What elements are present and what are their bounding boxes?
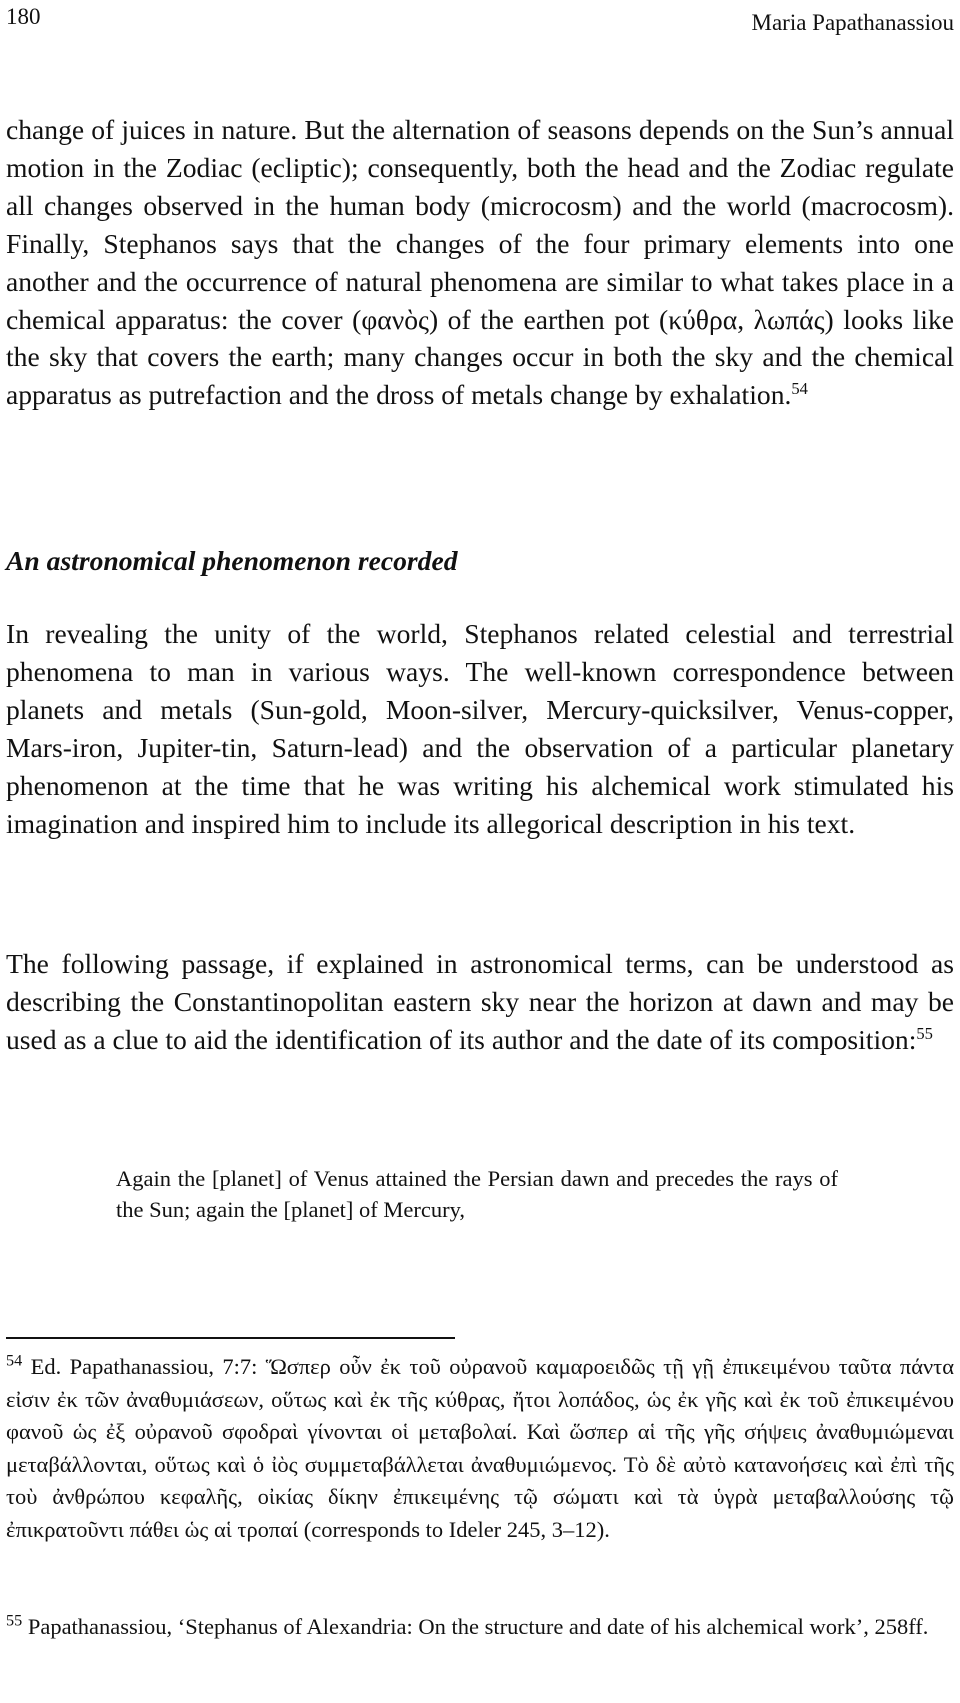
body-paragraph-1 — [6, 111, 954, 414]
page-number: 180 — [6, 4, 41, 29]
footnote-ref-54[interactable]: 54 — [791, 379, 808, 399]
page-header — [6, 4, 954, 40]
paragraph-3-text: The following passage, if explained in astronomical terms, can be understood as describing the Constantinopolitan eastern sky near the horizon at dawn and may be used as a clue to aid the identification of its author and the date of its composition: — [6, 948, 954, 1055]
footnote-54-text: Ed. Papathanassiou, 7:7: Ὥσπερ οὖν ἐκ τοῦ οὐρανοῦ καμαροειδῶς τῇ γῇ ἐπικειμένου ταῦτα πάντα εἰσιν ἐκ τῶν ἀναθυμιάσεων, οὕτως καὶ ἐκ τῆς κύθρας, ἤτοι λοπάδος, ὡς ἐκ γῆς καὶ ἐκ τοῦ ἐπικειμένου φανοῦ ὡς ἐξ οὐρανοῦ σφοδραὶ γίνονται οἱ μεταβολαί. Καὶ ὥσπερ αἱ τῆς γῆς σήψεις ἀναθυμιώμεναι μεταβάλλονται, οὕτως καὶ ὁ ἰὸς συμμεταβάλλεται ἀναθυμιώμενος. Τὸ δὲ αὐτὸ κατανοήσεις καὶ ἐπὶ τῆς τοὺ ἀνθρώπου κεφαλῆς, οἰκίας δίκην ἐπικειμένης τῷ σώματι καὶ τὰ ὑγρὰ μεταβαλλούσης τῷ ἐπικρατοῦντι πάθει ὡς αἱ τροπαί (corresponds to Ideler 245, 3–12). — [6, 1354, 954, 1542]
block-quote: Again the [planet] of Venus attained the Persian dawn and precedes the rays of the Sun; again the [planet] of Mercury, — [116, 1166, 838, 1223]
body-paragraph-3 — [6, 945, 954, 1059]
footnote-55-text: Papathanassiou, ‘Stephanus of Alexandria: On the structure and date of his alchemical work’, 258ff. — [27, 1614, 929, 1639]
footnote-54-number: 54 — [6, 1351, 23, 1370]
footnote-rule — [6, 1337, 455, 1339]
body-paragraph-2: In revealing the unity of the world, Stephanos related celestial and terrestrial phenomena to man in various ways. The well-known correspondence between planets and metals (Sun-gold, Moon-silver, Mercury-quicksilver, Venus-copper, Mars-iron, Jupiter-tin, Saturn-lead) and the observation of a particular planetary phenomenon at the time that he was writing his alchemical work stimulated his imagination and inspired him to include its allegorical description in his text. — [6, 618, 954, 839]
paragraph-1-text: change of juices in nature. But the alternation of seasons depends on the Sun’s annual motion in the Zodiac (ecliptic); consequently, both the head and the Zodiac regulate all changes observed in the human body (microcosm) and the world (macrocosm). Finally, Stephanos says that the changes of the four primary elements into one another and the occurrence of natural phenomena are similar to what takes place in a chemical apparatus: the cover (φανὸς) of the earthen pot (κύθρα, λωπάς) looks like the sky that covers the earth; many changes occur in both the sky and the chemical apparatus as putrefaction and the dross of metals change by exhalation. — [6, 114, 954, 411]
footnote-54 — [6, 1351, 954, 1546]
running-head: Maria Papathanassiou — [751, 10, 954, 35]
section-heading: An astronomical phenomenon recorded — [6, 545, 458, 576]
footnote-55-number: 55 — [6, 1611, 23, 1630]
footnote-ref-55[interactable]: 55 — [916, 1023, 933, 1043]
footnote-55 — [6, 1611, 954, 1644]
